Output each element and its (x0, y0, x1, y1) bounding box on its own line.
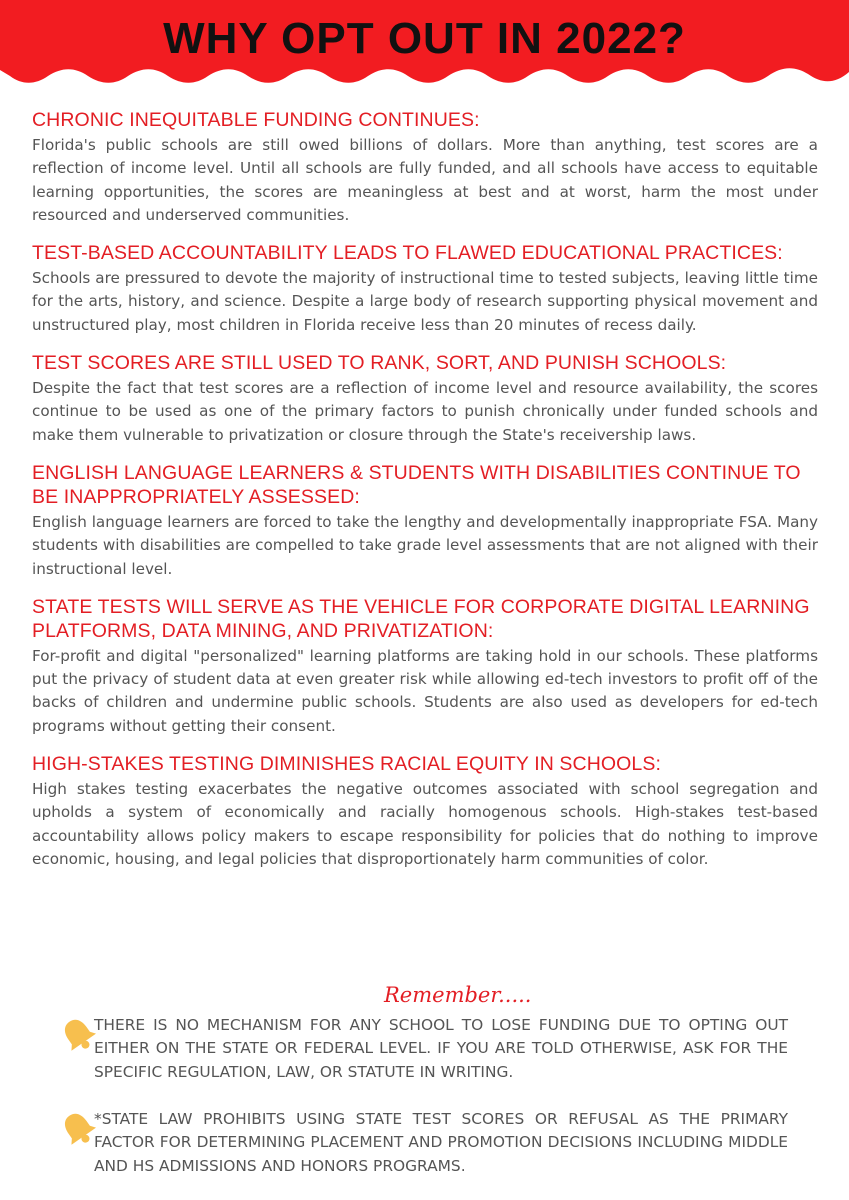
section-body: High stakes testing exacerbates the negative outcomes associated with school segregation and upholds a system of economically and racially homogenous schools. High-stakes test-based accountability allows policy makers to escape responsibility for policies that do nothing to improve economic, housing, and legal policies that disproportionately harm communities of color. (32, 780, 818, 868)
section-heading: TEST SCORES ARE STILL USED TO RANK, SORT, AND PUNISH SCHOOLS: (32, 352, 727, 375)
section-body: Schools are pressured to devote the majority of instructional time to tested subjects, leaving little time for the arts, history, and science. Despite a large body of research supporting physical movement and unstructured play, most children in Florida receive less than 20 minutes of recess daily. (32, 269, 818, 334)
page-title: WHY OPT OUT IN 2022? (163, 14, 686, 63)
bell-icon (58, 1108, 98, 1148)
section-body: Despite the fact that test scores are a reflection of income level and resource availability, the scores continue to be used as one of the primary factors to punish chronically under funded schools and make them vulnerable to privatization or closure through the State's receivership laws. (32, 379, 818, 444)
section-body: English language learners are forced to take the lengthy and developmentally inappropriate FSA. Many students with disabilities are compelled to take grade level assessments that are not aligned with their instructional level. (32, 512, 818, 578)
section-body: For-profit and digital "personalized" learning platforms are taking hold in our schools. These platforms put the privacy of student data at even greater risk while allowing ed-tech investors to profit off of the backs of children and undermine public schools. Students are also used as developers for ed-tech programs without getting their consent. (32, 646, 818, 735)
header-banner (0, 0, 849, 92)
section-heading: ENGLISH LANGUAGE LEARNERS & STUDENTS WITH DISABILITIES CONTINUE TO BE INAPPROPRIATELY ASSESSED: (32, 461, 801, 508)
section-digital-platforms (32, 595, 818, 738)
section-heading: HIGH-STAKES TESTING DIMINISHES RACIAL EQUITY IN SCHOOLS: (32, 753, 661, 776)
section-body: Florida's public schools are still owed billions of dollars. More than anything, test scores are a reflection of income level. Until all schools are fully funded, and all schools have access to equitable learning opportunities, the scores are meaningless at best and at worst, harm the most under resourced and underserved communities. (32, 136, 818, 224)
remember-title: Remember..... (384, 983, 532, 1007)
tip-text: THERE IS NO MECHANISM FOR ANY SCHOOL TO LOSE FUNDING DUE TO OPTING OUT EITHER ON THE STATE OR FEDERAL LEVEL. IF YOU ARE TOLD OTHERWISE, ASK FOR THE SPECIFIC REGULATION, LAW, OR STATUTE IN WRITING. (94, 1016, 788, 1081)
remember-tip (58, 1108, 788, 1178)
section-heading: TEST-BASED ACCOUNTABILITY LEADS TO FLAWED EDUCATIONAL PRACTICES: (32, 242, 783, 265)
section-ell-disabilities (32, 461, 818, 581)
tip-text: *STATE LAW PROHIBITS USING STATE TEST SCORES OR REFUSAL AS THE PRIMARY FACTOR FOR DETERMINING PLACEMENT AND PROMOTION DECISIONS INCLUDING MIDDLE AND HS ADMISSIONS AND HONORS PROGRAMS. (94, 1110, 788, 1175)
section-heading: CHRONIC INEQUITABLE FUNDING CONTINUES: (32, 109, 480, 131)
section-racial-equity (32, 752, 818, 871)
bell-icon (58, 1014, 98, 1054)
remember-tip (58, 1014, 788, 1084)
section-heading: STATE TESTS WILL SERVE AS THE VEHICLE FOR CORPORATE DIGITAL LEARNING PLATFORMS, DATA MINING, AND PRIVATIZATION: (32, 595, 810, 642)
section-funding (32, 108, 818, 227)
section-accountability (32, 241, 818, 337)
sections-container (32, 108, 818, 885)
section-rank-sort-punish (32, 351, 818, 447)
